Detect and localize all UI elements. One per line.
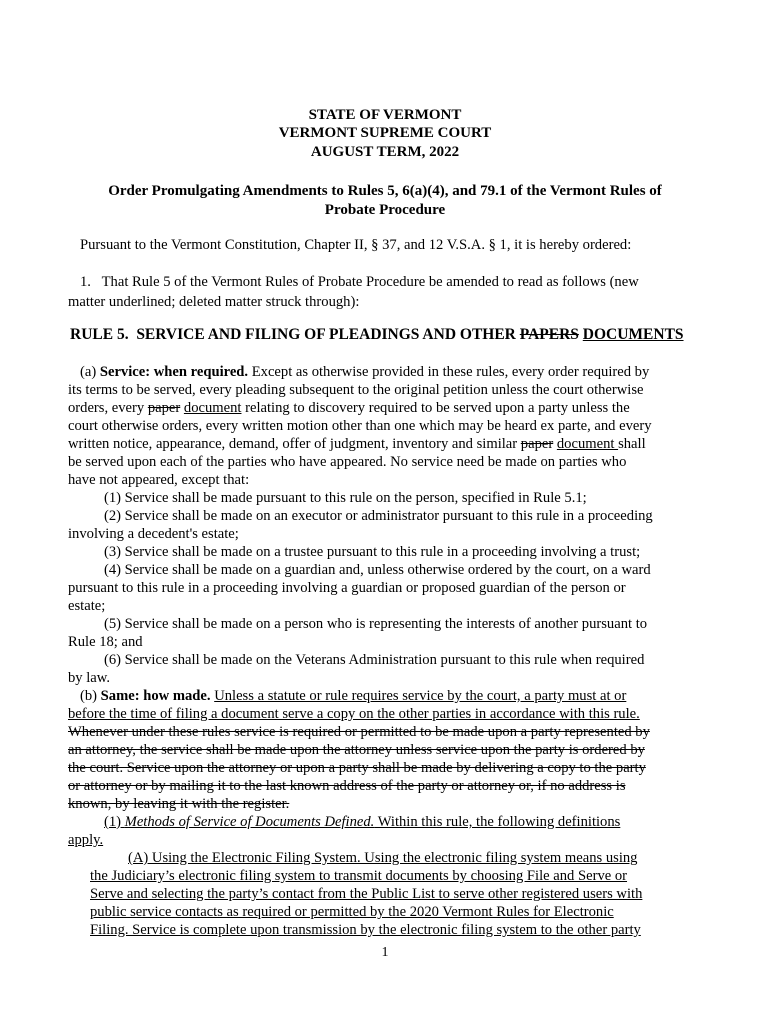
a-line1: (a) Service: when required. Except as otherwise provided in these rules, every order required by (80, 364, 650, 380)
b-A-line4: public service contacts as required or permitted by the 2020 Vermont Rules for Electronic (90, 904, 614, 920)
a-sub4-line1: (4) Service shall be made on a guardian and, unless otherwise ordered by the court, on a ward (104, 562, 651, 578)
order-title-line2: Probate Procedure (324, 202, 446, 218)
rule-heading-new: DOCUMENTS (582, 326, 684, 343)
a-sub4-line3: estate; (68, 598, 106, 614)
a-sub6-line1: (6) Service shall be made on the Veterans Administration pursuant to this rule when required (104, 652, 645, 668)
b-new-line2: before the time of filing a document serve a copy on the other parties in accordance with this rule. (68, 706, 640, 722)
b-deleted-line1: Whenever under these rules service is required or permitted to be made upon a party represented by (68, 724, 650, 740)
a-line5: written notice, appearance, demand, offer of judgment, inventory and similar paper document shall (68, 436, 646, 452)
b-A-line1: (A) Using the Electronic Filing System. Using the electronic filing system means using (128, 850, 638, 866)
page-number: 1 (381, 945, 389, 960)
rule-heading-deleted: PAPERS (519, 326, 579, 343)
a-sub5-line1: (5) Service shall be made on a person who is representing the interests of another pursuant to (104, 616, 648, 632)
rule-heading: RULE 5. SERVICE AND FILING OF PLEADINGS AND OTHER PAPERS DOCUMENTS (70, 326, 684, 343)
header-state: STATE OF VERMONT (308, 107, 462, 123)
a-sub2-line1: (2) Service shall be made on an executor or administrator pursuant to this rule in a proceeding (104, 508, 653, 524)
header-court: VERMONT SUPREME COURT (278, 125, 492, 141)
a-sub3: (3) Service shall be made on a trustee pursuant to this rule in a proceeding involving a trust; (104, 544, 641, 560)
a-sub6-line2: by law. (68, 670, 111, 686)
b-A-line2: the Judiciary’s electronic filing system to transmit documents by choosing File and Serve or (90, 868, 628, 884)
item1-line1: 1. That Rule 5 of the Vermont Rules of Probate Procedure be amended to read as follows (new (80, 274, 639, 290)
a-line7: have not appeared, except that: (68, 472, 250, 488)
b-A-line3: Serve and selecting the party’s contact from the Public List to serve other registered users with (90, 886, 643, 902)
a-line2: its terms to be served, every pleading subsequent to the original petition unless the court otherwise (68, 382, 644, 398)
intro-text: Pursuant to the Vermont Constitution, Chapter II, § 37, and 12 V.S.A. § 1, it is hereby ordered: (80, 237, 632, 253)
b-deleted-line2: an attorney, the service shall be made upon the attorney unless service upon the party is ordered by (68, 742, 645, 758)
b-line1: (b) Same: how made. Unless a statute or rule requires service by the court, a party must at or (80, 688, 627, 704)
order-title-line1: Order Promulgating Amendments to Rules 5, 6(a)(4), and 79.1 of the Vermont Rules of (108, 183, 662, 199)
a-sub2-line2: involving a decedent's estate; (68, 526, 239, 542)
b-A-line5: Filing. Service is complete upon transmission by the electronic filing system to the other party (90, 922, 641, 938)
item1-line2: matter underlined; deleted matter struck through): (68, 294, 360, 310)
a-sub1: (1) Service shall be made pursuant to this rule on the person, specified in Rule 5.1; (104, 490, 587, 506)
b-methods-line1: (1) Methods of Service of Documents Defined. Within this rule, the following definitions (104, 814, 621, 830)
a-line6: be served upon each of the parties who have appeared. No service need be made on parties who (68, 454, 627, 470)
a-sub5-line2: Rule 18; and (68, 634, 143, 650)
header-term: AUGUST TERM, 2022 (310, 144, 460, 160)
b-deleted-line3: the court. Service upon the attorney or upon a party shall be made by delivering a copy to the party (68, 760, 646, 776)
a-sub4-line2: pursuant to this rule in a proceeding involving a guardian or proposed guardian of the person or (68, 580, 626, 596)
b-heading: Same: how made. (100, 688, 211, 704)
a-line3: orders, every paper document relating to discovery required to be served upon a party unless the (68, 400, 630, 416)
b-methods-line2: apply. (68, 832, 104, 848)
b-deleted-line5: known, by leaving it with the register. (68, 796, 290, 812)
a-heading: Service: when required. (99, 364, 249, 380)
b-deleted-line4: or attorney or by mailing it to the last known address of the party or attorney or, if no address is (68, 778, 626, 794)
a-line4: court otherwise orders, every written motion other than one which may be heard ex parte, and every (68, 418, 652, 434)
